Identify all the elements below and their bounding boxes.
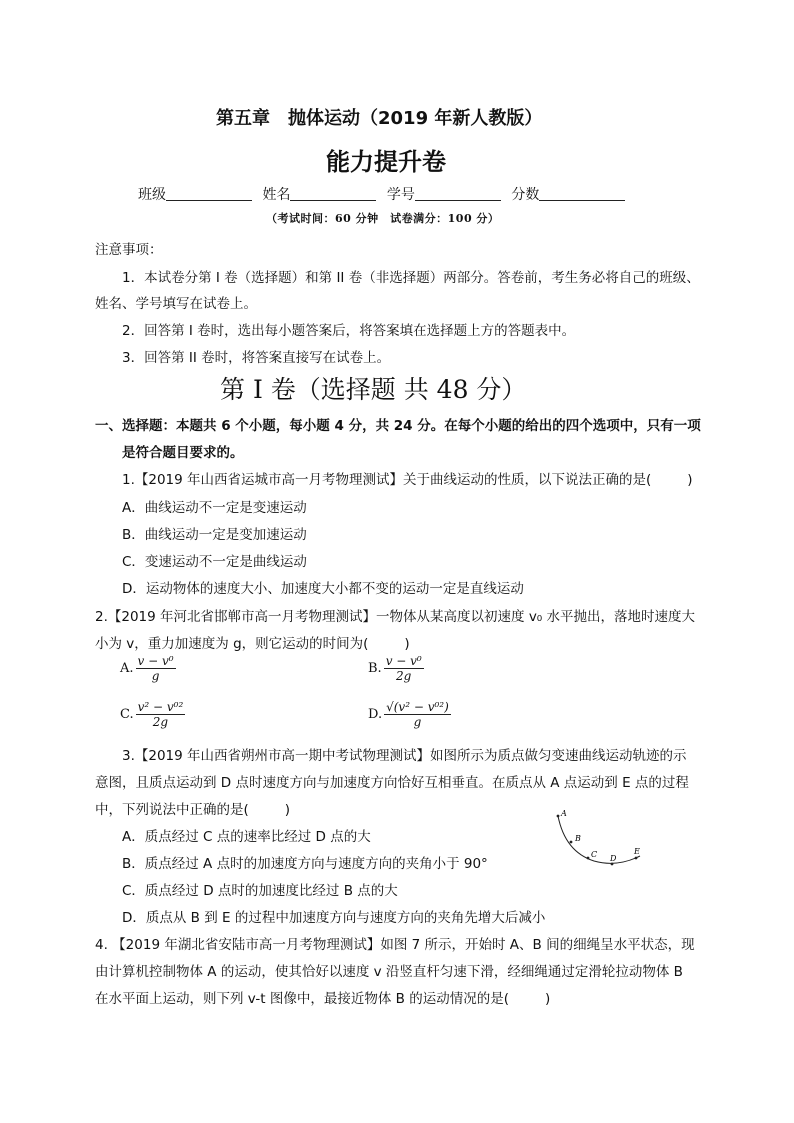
point-d [611, 863, 614, 866]
q1-stem-close: ) [687, 472, 693, 488]
name-label: 姓名 [262, 187, 291, 203]
q4-stem-line2: 由计算机控制物体 A 的运动，使其恰好以速度 v 沿竖直杆匀速下滑，经细绳通过定滑轮拉动物体 B [95, 964, 683, 980]
label-d: D [610, 854, 617, 863]
label-e: E [634, 847, 640, 856]
q1-option-d: D．运动物体的速度大小、加速度大小都不变的运动一定是直线运动 [122, 581, 524, 597]
note-1: 1．本试卷分第 I 卷（选择题）和第 II 卷（非选择题）两部分。答卷前，考生务必将自己的班级、 [122, 270, 700, 286]
class-blank[interactable] [166, 186, 252, 201]
id-blank[interactable] [415, 186, 501, 201]
q2-stem-line2 [95, 632, 410, 652]
point-e [635, 857, 638, 860]
label-c: C [591, 850, 598, 859]
class-label: 班级 [138, 187, 166, 203]
section-instructions: 一、选择题：本题共 6 个小题，每小题 4 分，共 24 分。在每个小题的给出的四个选项中，只有一项 [95, 418, 701, 434]
q1-option-a: A．曲线运动不一定是变速运动 [122, 500, 307, 516]
q4-stem-line1: 4. 【2019 年湖北省安陆市高一月考物理测试】如图 7 所示，开始时 A、B 间的细绳呈水平状态，现 [95, 937, 695, 953]
q4-stem-text: 在水平面上运动，则下列 v-t 图像中，最接近物体 B 的运动情况的是( [95, 991, 509, 1007]
q3-stem-close: ) [284, 802, 291, 818]
q2-option-c-fraction [136, 700, 186, 729]
q3-stem-line3 [95, 798, 290, 818]
trajectory-curve [558, 816, 640, 863]
q2-option-c [120, 700, 185, 729]
score-blank[interactable] [539, 186, 625, 201]
q1-stem-text: 1.【2019 年山西省运城市高一月考物理测试】关于曲线运动的性质，以下说法正确的是( [122, 472, 652, 488]
point-a [557, 815, 560, 818]
section-title: 第 I 卷（选择题 共 48 分） [220, 375, 527, 404]
note-2: 2．回答第 I 卷时，选出每小题答案后，将答案填在选择题上方的答题表中。 [122, 323, 576, 339]
q2-option-d [368, 700, 451, 729]
note-3: 3．回答第 II 卷时，将答案直接写在试卷上。 [122, 350, 391, 366]
note-1-cont: 姓名、学号填写在试卷上。 [95, 296, 257, 312]
q3-option-b: B．质点经过 A 点时的加速度方向与速度方向的夹角小于 90° [122, 856, 488, 872]
score-label: 分数 [511, 187, 540, 203]
q2-option-b-fraction [384, 654, 424, 683]
q3-stem-text: 中，下列说法中正确的是( [95, 802, 249, 818]
q2-stem-line1: 2.【2019 年河北省邯郸市高一月考物理测试】一物体从某高度以初速度 v₀ 水平抛出，落地时速度大 [95, 609, 696, 625]
q4-stem-line3 [95, 987, 550, 1007]
q2-option-a-label: A. [120, 661, 134, 676]
q2-stem-text: 小为 v，重力加速度为 g，则它运动的时间为( [95, 636, 369, 652]
q3-stem-line1: 3.【2019 年山西省朔州市高一期中考试物理测试】如图所示为质点做匀变速曲线运动轨迹的示 [122, 748, 687, 764]
q2-option-c-denominator: 2g [152, 715, 169, 729]
notes-heading: 注意事项： [95, 242, 163, 258]
q1-option-b: B．曲线运动一定是变加速运动 [122, 527, 307, 543]
student-info-row [138, 184, 631, 204]
q3-option-c: C．质点经过 D 点时的加速度比经过 B 点的大 [122, 883, 398, 899]
paper-subtitle: 能力提升卷 [326, 148, 446, 176]
q3-trajectory-figure [548, 806, 648, 872]
q2-option-b-denominator: 2g [396, 669, 412, 683]
q2-option-b-numerator: v − v⁰ [385, 654, 422, 668]
q1-option-c: C．变速运动不一定是曲线运动 [122, 554, 307, 570]
q2-option-c-numerator: v² − v⁰² [137, 700, 184, 714]
q3-option-d: D．质点从 B 到 E 的过程中加速度方向与速度方向的夹角先增大后减小 [122, 910, 546, 926]
q2-option-c-label: C. [120, 707, 134, 722]
q2-option-b-label: B. [368, 661, 382, 676]
q2-option-d-fraction [384, 700, 451, 729]
q2-option-a [120, 654, 176, 683]
point-c [587, 857, 590, 860]
q1-stem [122, 468, 693, 488]
q4-stem-close: ) [544, 991, 551, 1007]
chapter-title: 第五章 抛体运动（2019 年新人教版） [216, 108, 543, 129]
id-label: 学号 [386, 187, 415, 203]
q3-stem-line2: 意图，且质点运动到 D 点时速度方向与加速度方向恰好互相垂直。在质点从 A 点运动到 E 点的过程 [95, 775, 689, 791]
q2-option-d-numerator: √(v² − v⁰²) [386, 700, 449, 714]
q2-option-a-numerator: v − v⁰ [137, 654, 174, 668]
q2-stem-close: ) [404, 636, 410, 652]
point-b [570, 841, 573, 844]
name-blank[interactable] [290, 186, 376, 201]
q2-option-d-label: D. [368, 707, 383, 722]
q3-option-a: A．质点经过 C 点的速率比经过 D 点的大 [122, 829, 371, 845]
label-b: B [575, 834, 581, 843]
q2-option-b [368, 654, 424, 683]
q2-option-a-denominator: g [151, 669, 160, 683]
exam-info: （考试时间：60 分钟 试卷满分：100 分） [266, 212, 500, 225]
section-instructions-cont: 是符合题目要求的。 [122, 445, 244, 461]
q2-option-d-denominator: g [413, 715, 422, 729]
q2-option-a-fraction [136, 654, 176, 683]
label-a: A [561, 809, 567, 818]
